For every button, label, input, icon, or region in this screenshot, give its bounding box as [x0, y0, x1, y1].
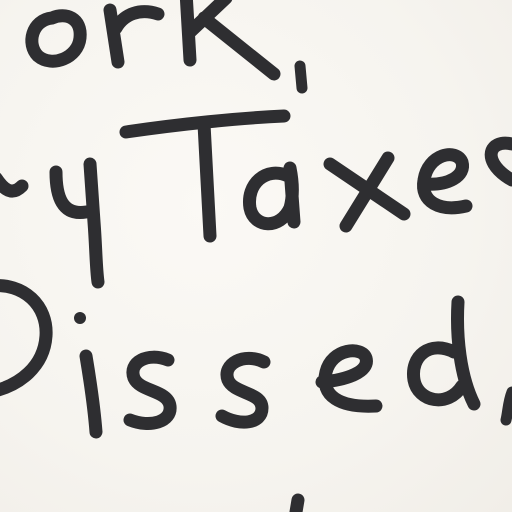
letter-i-dot [74, 312, 86, 324]
letter-y [56, 164, 98, 282]
letter-s-2 [222, 358, 264, 422]
comma-2 [506, 392, 512, 420]
letter-e [423, 155, 466, 208]
letter-P [0, 286, 46, 392]
letter-s-partial [491, 143, 512, 180]
letter-x [330, 158, 404, 226]
letter-i [86, 356, 96, 432]
letter-s-1 [130, 357, 170, 423]
comma-1 [300, 66, 302, 88]
letter-d [413, 302, 474, 404]
partial-letter [0, 178, 22, 191]
line-4-partial-stroke [296, 500, 298, 512]
letter-e-2 [322, 351, 376, 406]
line-2-handwriting [0, 116, 512, 282]
letter-r [110, 10, 158, 62]
letter-o [32, 16, 80, 61]
letter-k [186, 0, 274, 74]
line-1-handwriting [32, 0, 302, 88]
letter-a [249, 168, 294, 224]
line-3-handwriting [0, 286, 512, 432]
